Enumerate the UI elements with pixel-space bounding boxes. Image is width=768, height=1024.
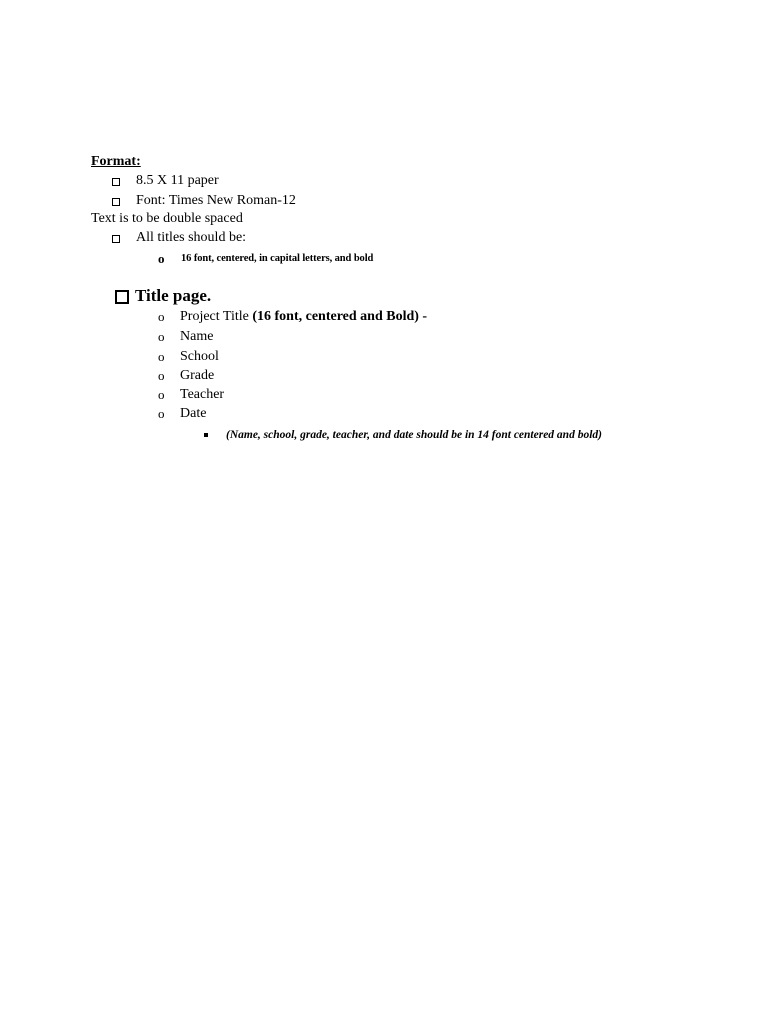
project-title-plain: Project Title: [180, 309, 253, 324]
circle-bullet-icon: o: [158, 387, 165, 402]
list-item-label: School: [180, 349, 219, 364]
hollow-square-bullet-icon: [112, 198, 120, 206]
circle-bullet-icon: o: [158, 251, 165, 266]
list-item-label: Grade: [180, 368, 215, 383]
circle-bullet-icon: o: [158, 349, 165, 364]
hollow-square-bullet-icon: [115, 290, 129, 304]
circle-bullet-icon: o: [158, 406, 165, 421]
list-item-label: Date: [180, 406, 207, 421]
titles-sub-item-label: 16 font, centered, in capital letters, and bold: [181, 253, 374, 264]
double-spaced-text: Text is to be double spaced: [91, 211, 243, 226]
circle-bullet-icon: o: [158, 309, 165, 324]
list-item-label: Name: [180, 329, 214, 344]
hollow-square-bullet-icon: [112, 235, 120, 243]
circle-bullet-icon: o: [158, 329, 165, 344]
title-page-note-text: (Name, school, grade, teacher, and date should be in 14 font centered and bold): [226, 429, 602, 441]
list-item-label: Teacher: [180, 387, 225, 402]
hollow-square-bullet-icon: [112, 178, 120, 186]
project-title-label: [180, 308, 427, 326]
format-item-label: Font: Times New Roman-12: [136, 193, 296, 208]
format-item-label: All titles should be:: [136, 230, 247, 245]
title-page-heading: Title page.: [135, 286, 212, 305]
circle-bullet-icon: o: [158, 368, 165, 383]
format-item-label: 8.5 X 11 paper: [136, 173, 219, 188]
format-heading: Format:: [91, 154, 141, 169]
filled-square-bullet-icon: [204, 433, 208, 437]
project-title-bold: (16 font, centered and Bold) -: [252, 309, 428, 324]
